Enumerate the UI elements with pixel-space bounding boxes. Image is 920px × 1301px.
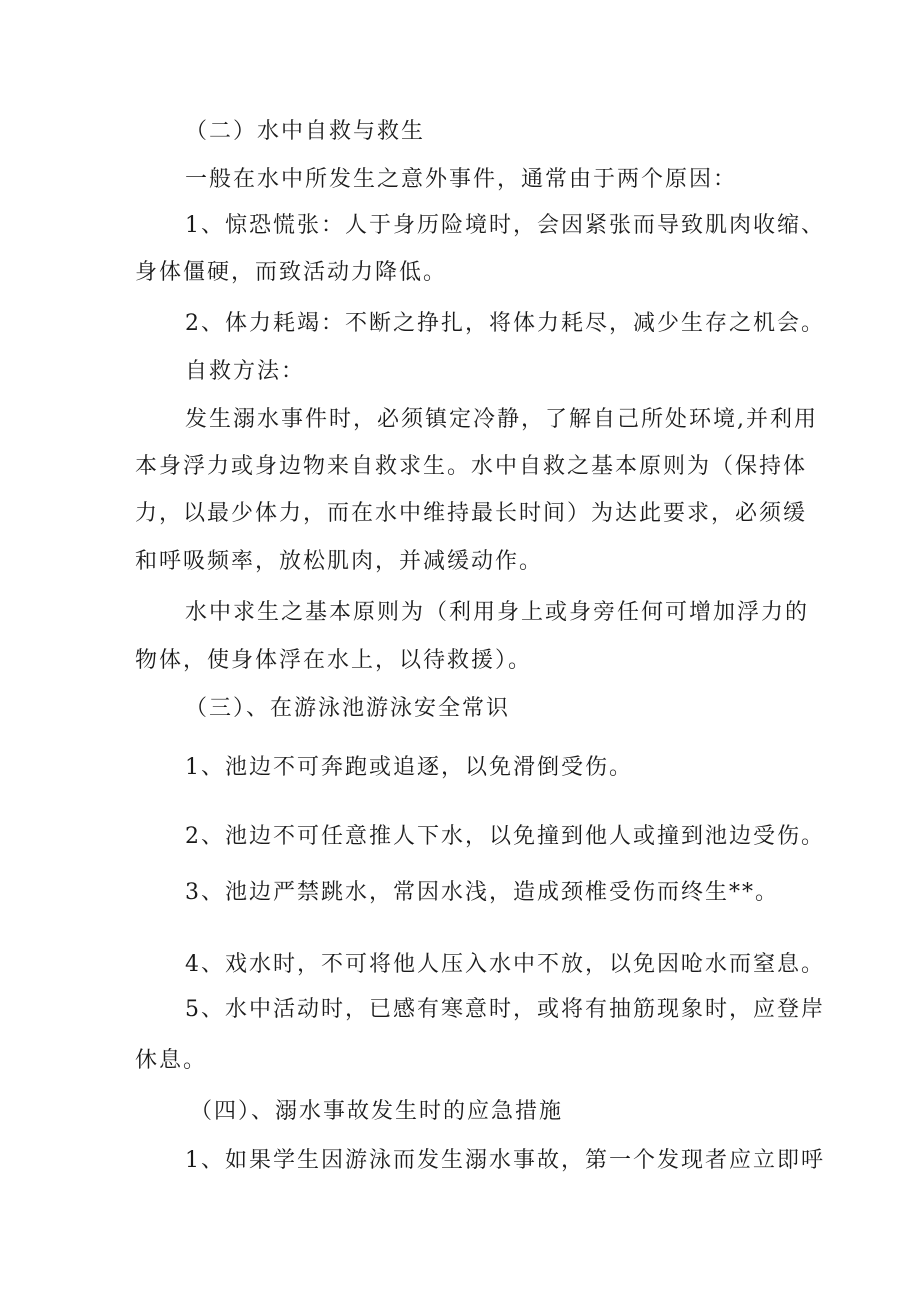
section-2-heading: （二）水中自救与救生 (185, 119, 426, 144)
pool-rule-3: 3、池边严禁跳水，常因水浅，造成颈椎受伤而终生**。 (185, 880, 779, 905)
section-2-intro: 一般在水中所发生之意外事件，通常由于两个原因： (185, 167, 738, 192)
pool-rule-4: 4、戏水时，不可将他人压入水中不放，以免因呛水而窒息。 (185, 952, 825, 977)
section-3-heading: （三）、在游泳池游泳安全常识 (185, 696, 511, 721)
emergency-item-1-line-1: 1、如果学生因游泳而发生溺水事故，第一个发现者应立即呼 (185, 1148, 825, 1173)
method-paragraph-1-line-4: 和呼吸频率，放松肌肉，并减缓动作。 (135, 549, 544, 574)
method-paragraph-1-line-2: 本身浮力或身边物来自救求生。水中自救之基本原则为（保持体 (135, 454, 808, 479)
pool-rule-5-line-1: 5、水中活动时，已感有寒意时，或将有抽筋现象时，应登岸 (185, 997, 825, 1022)
method-paragraph-2-line-1: 水中求生之基本原则为（利用身上或身旁任何可增加浮力的 (185, 600, 810, 625)
self-rescue-heading: 自救方法： (185, 359, 306, 384)
section-4-heading: （四）、溺水事故发生时的应急措施 (190, 1099, 564, 1124)
cause-1-line-2: 身体僵硬，而致活动力降低。 (135, 260, 448, 285)
pool-rule-1: 1、池边不可奔跑或追逐，以免滑倒受伤。 (185, 755, 633, 780)
method-paragraph-2-line-2: 物体，使身体浮在水上，以待救援）。 (135, 648, 533, 673)
pool-rule-5-line-2: 休息。 (135, 1048, 208, 1073)
method-paragraph-1-line-1: 发生溺水事件时，必须镇定冷静，了解自己所处环境,并利用 (185, 407, 818, 432)
pool-rule-2: 2、池边不可任意推人下水，以免撞到他人或撞到池边受伤。 (185, 824, 825, 849)
method-paragraph-1-line-3: 力，以最少体力，而在水中维持最长时间）为达此要求，必须缓 (135, 501, 808, 526)
cause-2: 2、体力耗竭：不断之挣扎，将体力耗尽，减少生存之机会。 (185, 311, 825, 336)
cause-1-line-1: 1、惊恐慌张：人于身历险境时，会因紧张而导致肌肉收缩、 (185, 213, 825, 238)
